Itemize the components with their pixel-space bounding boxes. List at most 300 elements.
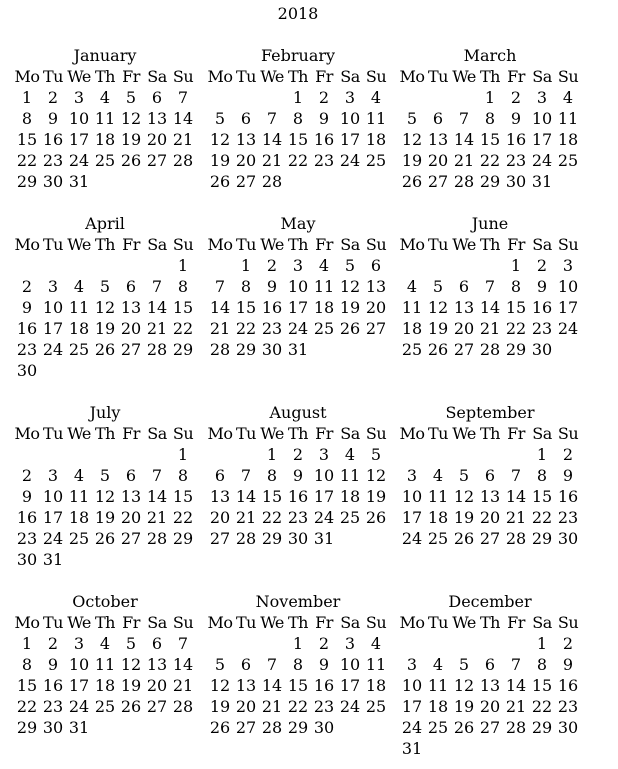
day-cell: 2 xyxy=(562,634,574,653)
day-cell: 1 xyxy=(510,256,522,275)
weekday-header-sa: Sa xyxy=(340,235,360,254)
day-cell: 23 xyxy=(16,529,38,548)
day-cell: 17 xyxy=(42,319,64,338)
day-cell: 8 xyxy=(510,277,522,296)
day-cell: 14 xyxy=(453,130,475,149)
day-cell: 20 xyxy=(365,298,387,317)
day-cell: 5 xyxy=(458,466,470,485)
day-cell: 24 xyxy=(557,319,579,338)
day-cell: 11 xyxy=(557,109,579,128)
day-cell: 17 xyxy=(287,298,309,317)
day-cell: 1 xyxy=(240,256,252,275)
month-march xyxy=(399,47,581,194)
weekday-header-we: We xyxy=(67,613,91,632)
day-cell: 12 xyxy=(120,109,142,128)
month-name: February xyxy=(260,46,336,65)
day-cell: 24 xyxy=(68,151,90,170)
weekday-header-fr: Fr xyxy=(315,235,333,254)
day-cell: 4 xyxy=(406,277,418,296)
day-cell: 7 xyxy=(510,655,522,674)
day-cell: 14 xyxy=(146,298,168,317)
day-cell: 11 xyxy=(401,298,423,317)
day-cell: 16 xyxy=(287,487,309,506)
day-cell: 26 xyxy=(209,718,231,737)
day-cell: 12 xyxy=(94,487,116,506)
day-cell: 26 xyxy=(453,718,475,737)
day-cell: 11 xyxy=(365,109,387,128)
weekday-header-mo: Mo xyxy=(14,613,40,632)
day-cell: 3 xyxy=(73,88,85,107)
day-cell: 18 xyxy=(68,319,90,338)
weekday-header-tu: Tu xyxy=(428,613,448,632)
weekday-header-tu: Tu xyxy=(43,235,63,254)
day-cell: 2 xyxy=(562,445,574,464)
weekday-header-tu: Tu xyxy=(236,67,256,86)
day-cell: 4 xyxy=(562,88,574,107)
day-cell: 15 xyxy=(287,130,309,149)
day-cell: 4 xyxy=(370,634,382,653)
day-cell: 22 xyxy=(287,697,309,716)
day-cell: 11 xyxy=(339,466,361,485)
day-cell: 1 xyxy=(292,88,304,107)
day-cell: 19 xyxy=(427,319,449,338)
day-cell: 22 xyxy=(505,319,527,338)
weekday-header-mo: Mo xyxy=(14,424,40,443)
day-cell: 24 xyxy=(401,529,423,548)
day-cell: 2 xyxy=(266,256,278,275)
day-cell: 17 xyxy=(68,676,90,695)
day-cell: 4 xyxy=(99,634,111,653)
day-cell: 30 xyxy=(531,340,553,359)
day-cell: 3 xyxy=(292,256,304,275)
day-cell: 2 xyxy=(21,277,33,296)
day-cell: 14 xyxy=(172,655,194,674)
day-cell: 22 xyxy=(172,319,194,338)
day-cell: 1 xyxy=(266,445,278,464)
day-cell: 1 xyxy=(292,634,304,653)
day-cell: 27 xyxy=(427,172,449,191)
weekday-header-su: Su xyxy=(557,424,579,443)
day-cell: 18 xyxy=(94,130,116,149)
day-cell: 7 xyxy=(214,277,226,296)
day-cell: 6 xyxy=(484,466,496,485)
day-cell: 7 xyxy=(458,109,470,128)
weekday-header-sa: Sa xyxy=(147,424,167,443)
day-cell: 19 xyxy=(120,676,142,695)
day-cell: 28 xyxy=(172,151,194,170)
day-cell: 27 xyxy=(209,529,231,548)
day-cell: 4 xyxy=(370,88,382,107)
day-cell: 21 xyxy=(172,676,194,695)
weekday-header-we: We xyxy=(260,235,284,254)
day-cell: 18 xyxy=(427,508,449,527)
day-cell: 8 xyxy=(177,466,189,485)
day-cell: 25 xyxy=(313,319,335,338)
weekday-header-su: Su xyxy=(365,424,387,443)
day-cell: 8 xyxy=(536,655,548,674)
weekday-header-th: Th xyxy=(480,67,500,86)
day-cell: 26 xyxy=(209,172,231,191)
month-july xyxy=(14,404,196,572)
day-cell: 7 xyxy=(177,634,189,653)
day-cell: 22 xyxy=(172,508,194,527)
day-cell: 9 xyxy=(318,109,330,128)
day-cell: 6 xyxy=(240,655,252,674)
day-cell: 31 xyxy=(313,529,335,548)
day-cell: 10 xyxy=(68,655,90,674)
day-cell: 25 xyxy=(94,151,116,170)
day-cell: 13 xyxy=(427,130,449,149)
weekday-header-th: Th xyxy=(95,613,115,632)
weekday-header-sa: Sa xyxy=(532,235,552,254)
weekday-header-fr: Fr xyxy=(122,424,140,443)
day-cell: 7 xyxy=(484,277,496,296)
day-cell: 30 xyxy=(42,172,64,191)
weekday-header-th: Th xyxy=(288,235,308,254)
day-cell: 30 xyxy=(261,340,283,359)
weekday-header-tu: Tu xyxy=(236,235,256,254)
day-cell: 6 xyxy=(458,277,470,296)
month-name: May xyxy=(280,214,316,233)
day-cell: 28 xyxy=(146,529,168,548)
day-cell: 31 xyxy=(401,739,423,758)
day-cell: 28 xyxy=(479,340,501,359)
day-cell: 24 xyxy=(313,508,335,527)
day-cell: 12 xyxy=(209,676,231,695)
day-cell: 18 xyxy=(313,298,335,317)
weekday-header-fr: Fr xyxy=(507,235,525,254)
day-cell: 21 xyxy=(453,151,475,170)
day-cell: 28 xyxy=(235,529,257,548)
day-cell: 4 xyxy=(318,256,330,275)
day-cell: 6 xyxy=(151,88,163,107)
day-cell: 1 xyxy=(177,445,189,464)
day-cell: 24 xyxy=(339,151,361,170)
day-cell: 19 xyxy=(401,151,423,170)
day-cell: 20 xyxy=(427,151,449,170)
month-name: January xyxy=(73,46,137,65)
weekday-header-su: Su xyxy=(172,424,194,443)
day-cell: 28 xyxy=(172,697,194,716)
day-cell: 21 xyxy=(146,508,168,527)
weekday-header-su: Su xyxy=(365,613,387,632)
weekday-header-sa: Sa xyxy=(147,67,167,86)
day-cell: 9 xyxy=(318,655,330,674)
day-cell: 10 xyxy=(401,676,423,695)
day-cell: 6 xyxy=(214,466,226,485)
weekday-header-tu: Tu xyxy=(43,613,63,632)
day-cell: 16 xyxy=(42,676,64,695)
day-cell: 20 xyxy=(120,508,142,527)
day-cell: 8 xyxy=(21,109,33,128)
day-cell: 19 xyxy=(209,697,231,716)
day-cell: 2 xyxy=(318,634,330,653)
day-cell: 29 xyxy=(287,718,309,737)
weekday-header-sa: Sa xyxy=(340,613,360,632)
day-cell: 19 xyxy=(365,487,387,506)
day-cell: 5 xyxy=(125,88,137,107)
day-cell: 29 xyxy=(16,172,38,191)
day-cell: 13 xyxy=(365,277,387,296)
day-cell: 22 xyxy=(235,319,257,338)
day-cell: 12 xyxy=(94,298,116,317)
day-cell: 31 xyxy=(68,172,90,191)
weekday-header-mo: Mo xyxy=(207,235,233,254)
day-cell: 24 xyxy=(401,718,423,737)
month-may xyxy=(207,215,389,362)
day-cell: 7 xyxy=(510,466,522,485)
day-cell: 5 xyxy=(432,277,444,296)
day-cell: 15 xyxy=(531,676,553,695)
day-cell: 13 xyxy=(146,655,168,674)
day-cell: 30 xyxy=(557,718,579,737)
day-cell: 31 xyxy=(531,172,553,191)
day-cell: 12 xyxy=(209,130,231,149)
day-cell: 14 xyxy=(261,130,283,149)
day-cell: 16 xyxy=(313,676,335,695)
day-cell: 10 xyxy=(42,298,64,317)
weekday-header-mo: Mo xyxy=(399,424,425,443)
day-cell: 22 xyxy=(16,151,38,170)
day-cell: 21 xyxy=(505,697,527,716)
day-cell: 18 xyxy=(365,676,387,695)
month-february xyxy=(207,47,389,194)
day-cell: 22 xyxy=(531,697,553,716)
weekday-header-fr: Fr xyxy=(122,235,140,254)
day-cell: 11 xyxy=(365,655,387,674)
day-cell: 23 xyxy=(531,319,553,338)
day-cell: 5 xyxy=(214,655,226,674)
day-cell: 15 xyxy=(172,298,194,317)
day-cell: 14 xyxy=(261,676,283,695)
month-name: April xyxy=(85,214,125,233)
month-name: November xyxy=(255,592,341,611)
day-cell: 26 xyxy=(120,697,142,716)
day-cell: 7 xyxy=(266,109,278,128)
day-cell: 17 xyxy=(401,697,423,716)
day-cell: 4 xyxy=(344,445,356,464)
day-cell: 10 xyxy=(313,466,335,485)
day-cell: 29 xyxy=(479,172,501,191)
day-cell: 13 xyxy=(209,487,231,506)
day-cell: 10 xyxy=(68,109,90,128)
day-cell: 28 xyxy=(146,340,168,359)
day-cell: 3 xyxy=(562,256,574,275)
day-cell: 19 xyxy=(120,130,142,149)
day-cell: 6 xyxy=(484,655,496,674)
day-cell: 26 xyxy=(94,340,116,359)
day-cell: 16 xyxy=(16,508,38,527)
day-cell: 10 xyxy=(339,655,361,674)
day-cell: 1 xyxy=(21,634,33,653)
day-cell: 25 xyxy=(365,151,387,170)
day-cell: 16 xyxy=(42,130,64,149)
day-cell: 9 xyxy=(21,487,33,506)
month-name: March xyxy=(463,46,517,65)
day-cell: 20 xyxy=(479,508,501,527)
day-cell: 12 xyxy=(401,130,423,149)
day-cell: 23 xyxy=(287,508,309,527)
month-name: September xyxy=(445,403,535,422)
month-name: December xyxy=(448,592,532,611)
weekday-header-sa: Sa xyxy=(532,424,552,443)
day-cell: 28 xyxy=(261,172,283,191)
day-cell: 27 xyxy=(146,697,168,716)
day-cell: 7 xyxy=(177,88,189,107)
day-cell: 23 xyxy=(557,697,579,716)
day-cell: 19 xyxy=(453,508,475,527)
day-cell: 9 xyxy=(21,298,33,317)
weekday-header-tu: Tu xyxy=(43,424,63,443)
weekday-header-th: Th xyxy=(95,235,115,254)
day-cell: 16 xyxy=(16,319,38,338)
day-cell: 21 xyxy=(261,697,283,716)
day-cell: 3 xyxy=(318,445,330,464)
weekday-header-th: Th xyxy=(480,613,500,632)
day-cell: 20 xyxy=(120,319,142,338)
weekday-header-su: Su xyxy=(557,67,579,86)
weekday-header-we: We xyxy=(452,235,476,254)
day-cell: 13 xyxy=(120,298,142,317)
weekday-header-sa: Sa xyxy=(340,424,360,443)
day-cell: 11 xyxy=(94,655,116,674)
day-cell: 18 xyxy=(401,319,423,338)
day-cell: 23 xyxy=(505,151,527,170)
day-cell: 11 xyxy=(427,676,449,695)
day-cell: 3 xyxy=(406,466,418,485)
weekday-header-fr: Fr xyxy=(507,67,525,86)
day-cell: 21 xyxy=(505,508,527,527)
day-cell: 18 xyxy=(339,487,361,506)
day-cell: 25 xyxy=(339,508,361,527)
day-cell: 30 xyxy=(313,718,335,737)
day-cell: 19 xyxy=(94,508,116,527)
day-cell: 27 xyxy=(120,340,142,359)
weekday-header-fr: Fr xyxy=(315,613,333,632)
day-cell: 27 xyxy=(146,151,168,170)
day-cell: 30 xyxy=(557,529,579,548)
day-cell: 16 xyxy=(261,298,283,317)
weekday-header-we: We xyxy=(452,67,476,86)
day-cell: 13 xyxy=(479,676,501,695)
day-cell: 9 xyxy=(536,277,548,296)
weekday-header-tu: Tu xyxy=(43,67,63,86)
weekday-header-mo: Mo xyxy=(14,235,40,254)
weekday-header-we: We xyxy=(67,67,91,86)
weekday-header-su: Su xyxy=(557,235,579,254)
day-cell: 28 xyxy=(209,340,231,359)
day-cell: 29 xyxy=(16,718,38,737)
day-cell: 9 xyxy=(47,109,59,128)
day-cell: 17 xyxy=(531,130,553,149)
day-cell: 4 xyxy=(432,655,444,674)
weekday-header-tu: Tu xyxy=(236,613,256,632)
day-cell: 7 xyxy=(266,655,278,674)
day-cell: 22 xyxy=(287,151,309,170)
weekday-header-sa: Sa xyxy=(532,613,552,632)
day-cell: 11 xyxy=(68,487,90,506)
day-cell: 4 xyxy=(99,88,111,107)
day-cell: 6 xyxy=(151,634,163,653)
day-cell: 27 xyxy=(120,529,142,548)
day-cell: 14 xyxy=(209,298,231,317)
day-cell: 28 xyxy=(453,172,475,191)
weekday-header-mo: Mo xyxy=(14,67,40,86)
month-june xyxy=(399,215,581,362)
day-cell: 15 xyxy=(16,676,38,695)
day-cell: 16 xyxy=(557,487,579,506)
day-cell: 23 xyxy=(261,319,283,338)
day-cell: 20 xyxy=(235,151,257,170)
day-cell: 10 xyxy=(339,109,361,128)
day-cell: 13 xyxy=(235,676,257,695)
day-cell: 27 xyxy=(235,718,257,737)
day-cell: 27 xyxy=(235,172,257,191)
day-cell: 19 xyxy=(339,298,361,317)
weekday-header-sa: Sa xyxy=(340,67,360,86)
day-cell: 16 xyxy=(505,130,527,149)
day-cell: 26 xyxy=(453,529,475,548)
day-cell: 3 xyxy=(344,88,356,107)
day-cell: 6 xyxy=(240,109,252,128)
day-cell: 11 xyxy=(94,109,116,128)
day-cell: 25 xyxy=(401,340,423,359)
day-cell: 22 xyxy=(479,151,501,170)
day-cell: 24 xyxy=(42,340,64,359)
month-december xyxy=(399,593,581,761)
month-name: October xyxy=(72,592,138,611)
day-cell: 31 xyxy=(287,340,309,359)
month-name: June xyxy=(471,214,509,233)
weekday-header-we: We xyxy=(452,613,476,632)
day-cell: 27 xyxy=(479,718,501,737)
day-cell: 2 xyxy=(21,466,33,485)
day-cell: 20 xyxy=(453,319,475,338)
day-cell: 31 xyxy=(68,718,90,737)
day-cell: 31 xyxy=(42,550,64,569)
day-cell: 23 xyxy=(42,151,64,170)
day-cell: 10 xyxy=(42,487,64,506)
day-cell: 20 xyxy=(479,697,501,716)
day-cell: 8 xyxy=(536,466,548,485)
day-cell: 10 xyxy=(531,109,553,128)
day-cell: 21 xyxy=(209,319,231,338)
day-cell: 24 xyxy=(339,697,361,716)
weekday-header-we: We xyxy=(260,613,284,632)
day-cell: 10 xyxy=(401,487,423,506)
day-cell: 18 xyxy=(94,676,116,695)
day-cell: 25 xyxy=(427,529,449,548)
day-cell: 18 xyxy=(365,130,387,149)
day-cell: 18 xyxy=(68,508,90,527)
day-cell: 6 xyxy=(125,466,137,485)
day-cell: 9 xyxy=(47,655,59,674)
day-cell: 12 xyxy=(120,655,142,674)
month-name: August xyxy=(269,403,327,422)
weekday-header-su: Su xyxy=(172,613,194,632)
day-cell: 3 xyxy=(406,655,418,674)
day-cell: 20 xyxy=(209,508,231,527)
day-cell: 16 xyxy=(557,676,579,695)
day-cell: 15 xyxy=(479,130,501,149)
day-cell: 5 xyxy=(344,256,356,275)
day-cell: 8 xyxy=(484,109,496,128)
weekday-header-su: Su xyxy=(172,235,194,254)
day-cell: 9 xyxy=(292,466,304,485)
day-cell: 1 xyxy=(536,445,548,464)
day-cell: 14 xyxy=(172,109,194,128)
day-cell: 14 xyxy=(146,487,168,506)
